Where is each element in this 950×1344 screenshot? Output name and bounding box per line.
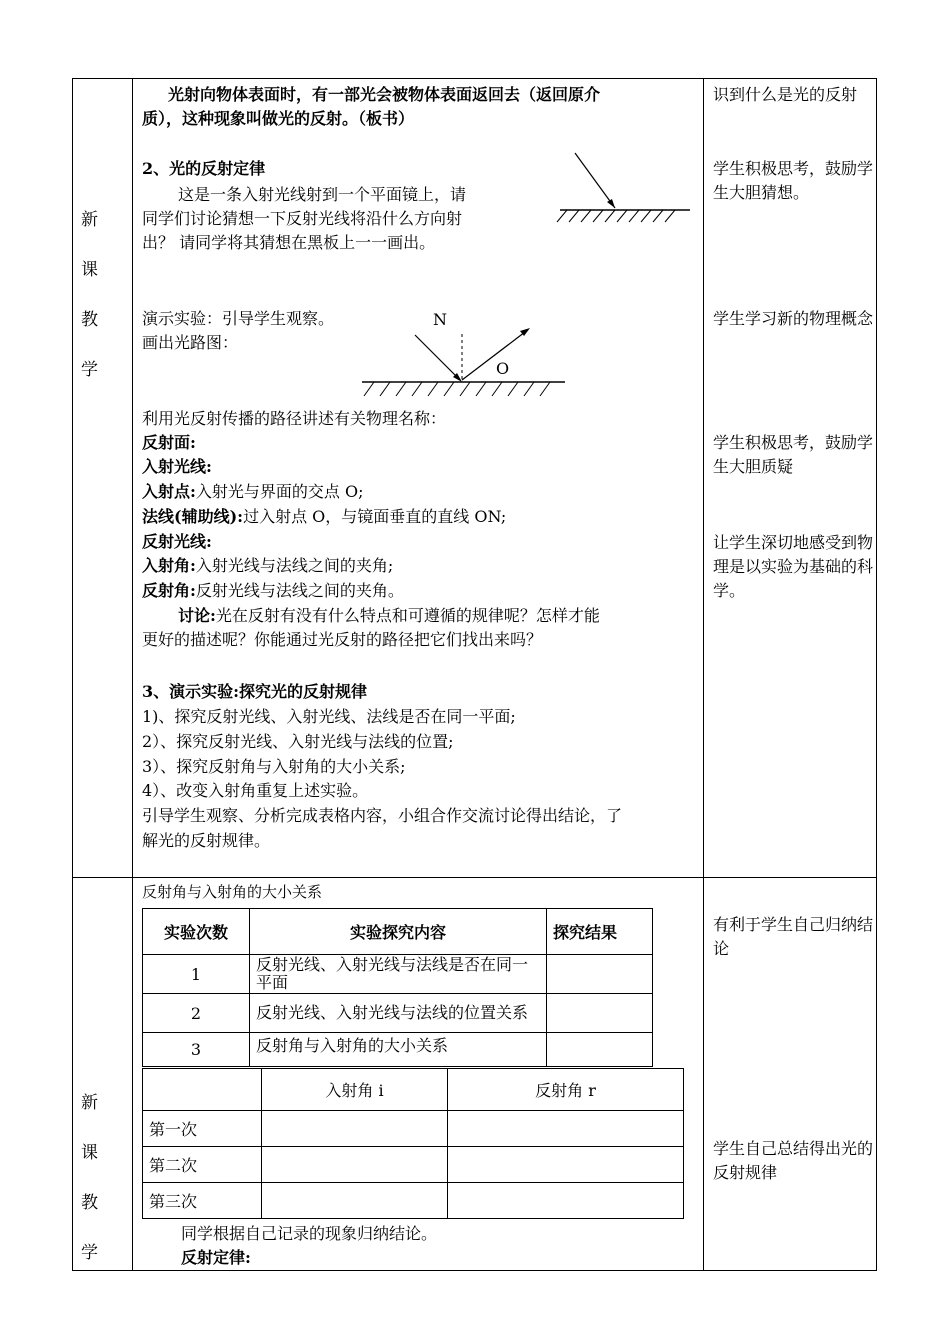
table-cell-result[interactable] [547,955,653,994]
table-cell-incident[interactable] [262,1183,448,1219]
term-incident-angle-desc: 入射光线与法线之间的夹角; [195,556,394,575]
table-top-border [72,78,877,79]
term-reflect-angle-row [142,579,404,603]
table-row [143,1147,684,1183]
table-cell-num: 3 [143,1033,250,1067]
step-2: 2）、探究反射光线、入射光线与法线的位置; [142,732,454,751]
term-normal: 法线(辅助线): [142,507,244,526]
side-char: 新 [81,210,98,230]
step-4: 4）、改变入射角重复上述实验。 [142,781,369,800]
side-char: 学 [81,1243,98,1263]
table-row [143,994,653,1033]
intro-line-1: 光射向物体表面时，有一部光会被物体表面返回去（返回原介 [168,85,601,104]
term-incident-angle: 入射角: [142,556,196,575]
discuss-text-1: 光在反射有没有什么特点和可遵循的规律呢？怎样才能 [215,606,600,625]
table-cell-content: 反射光线、入射光线与法线的位置关系 [250,994,547,1033]
table-cell-reflect[interactable] [448,1183,684,1219]
table-header [143,1069,262,1111]
discuss-line-2: 更好的描述呢？你能通过光反射的路径把它们找出来吗？ [142,630,543,649]
table-row [143,955,653,994]
law-label: 反射定律: [181,1248,251,1267]
step-1: 1)、探究反射光线、入射光线、法线是否在同一平面; [142,707,516,726]
point-o-label: O [496,359,510,378]
table-left-border [72,78,73,1271]
guide-line-1: 引导学生观察、分析完成表格内容，小组合作交流讨论得出结论，了 [142,806,623,825]
heading-demo-experiment: 3、演示实验:探究光的反射规律 [142,682,368,701]
side-char: 课 [81,260,98,280]
note-summarize-law: 学生自己总结得出光的反射规律 [713,1139,874,1182]
step-3: 3）、探究反射角与入射角的大小关系; [142,757,406,776]
table-cell-result[interactable] [547,994,653,1033]
heading-reflection-law: 2、光的反射定律 [142,159,266,178]
table-cell-content: 反射角与入射角的大小关系 [250,1033,547,1067]
terms-intro: 利用光反射传播的路径讲述有关物理名称： [142,409,447,428]
table-cell-num: 2 [143,994,250,1033]
term-incident-point: 入射点: [142,482,196,501]
conclusion-line: 同学根据自己记录的现象归纳结论。 [181,1224,438,1243]
term-incident-angle-row [142,554,393,578]
side-char: 教 [81,1193,98,1213]
term-reflect-surface: 反射面: [142,433,196,452]
term-reflect-angle-desc: 反射光线与法线之间的夹角。 [195,581,404,600]
guess-line-1: 这是一条入射光线射到一个平面镜上，请 [178,185,467,204]
table-cell-label: 第三次 [143,1183,262,1219]
table-row [143,1183,684,1219]
table-cell-result[interactable] [547,1033,653,1067]
side-char: 教 [81,310,98,330]
term-reflect-ray: 反射光线: [142,532,212,551]
guide-line-2: 解光的反射规律。 [142,831,271,850]
note-experiment-science: 让学生深切地感受到物理是以实验为基础的科学。 [713,533,874,600]
table-cell-label: 第二次 [143,1147,262,1183]
side-char: 课 [81,1143,98,1163]
table-cell-incident[interactable] [262,1147,448,1183]
table-bottom-border [72,1270,877,1271]
table-row [143,1033,653,1067]
discuss-line-1 [178,604,600,628]
table-cell-label: 第一次 [143,1111,262,1147]
table-cell-content: 反射光线、入射光线与法线是否在同一平面 [250,955,547,994]
note-encourage-question: 学生积极思考，鼓励学生大胆质疑 [713,433,874,476]
note-new-concept: 学生学习新的物理概念 [713,309,874,328]
table-row [143,1111,684,1147]
guess-line-2: 同学们讨论猜想一下反射光线将沿什么方向射 [142,209,463,228]
discuss-label: 讨论: [178,606,216,625]
light-path-diagram [360,320,570,405]
term-incident-point-desc: 入射光与界面的交点 O; [195,482,364,501]
term-normal-desc: 过入射点 O，与镜面垂直的直线 ON; [243,507,507,526]
col-divider-1 [132,78,133,1271]
note-reflection-concept: 识到什么是光的反射 [713,85,858,104]
table-caption: 反射角与入射角的大小关系 [142,883,323,901]
experiment-table [142,908,653,1067]
demo-line-1: 演示实验：引导学生观察。 [142,309,335,328]
table-header: 反射角 r [448,1069,684,1111]
term-normal-row [142,505,506,529]
table-cell-reflect[interactable] [448,1111,684,1147]
guess-line-3: 出？ 请同学将其猜想在黑板上一一画出。 [142,233,436,252]
angle-record-table [142,1068,684,1219]
demo-line-2: 画出光路图： [142,333,239,352]
incident-ray-diagram [555,148,695,228]
col-divider-2 [703,78,704,1271]
note-encourage-guess: 学生积极思考，鼓励学生大胆猜想。 [713,159,874,202]
section-divider [72,877,877,878]
side-char: 新 [81,1093,98,1113]
term-incident-ray: 入射光线: [142,457,212,476]
table-header-row [143,1069,684,1111]
normal-label: N [433,310,447,329]
table-cell-num: 1 [143,955,250,994]
table-cell-incident[interactable] [262,1111,448,1147]
table-right-border [876,78,877,1271]
term-reflect-angle: 反射角: [142,581,196,600]
side-char: 学 [81,360,98,380]
table-header: 入射角 i [262,1069,448,1111]
note-self-conclude: 有利于学生自己归纳结论 [713,915,874,958]
table-header: 实验次数 [143,909,250,955]
table-header: 实验探究内容 [250,909,547,955]
table-header: 探究结果 [547,909,653,955]
intro-line-2: 质），这种现象叫做光的反射。（板书） [142,109,415,128]
term-incident-point-row [142,480,364,504]
table-cell-reflect[interactable] [448,1147,684,1183]
table-header-row [143,909,653,955]
